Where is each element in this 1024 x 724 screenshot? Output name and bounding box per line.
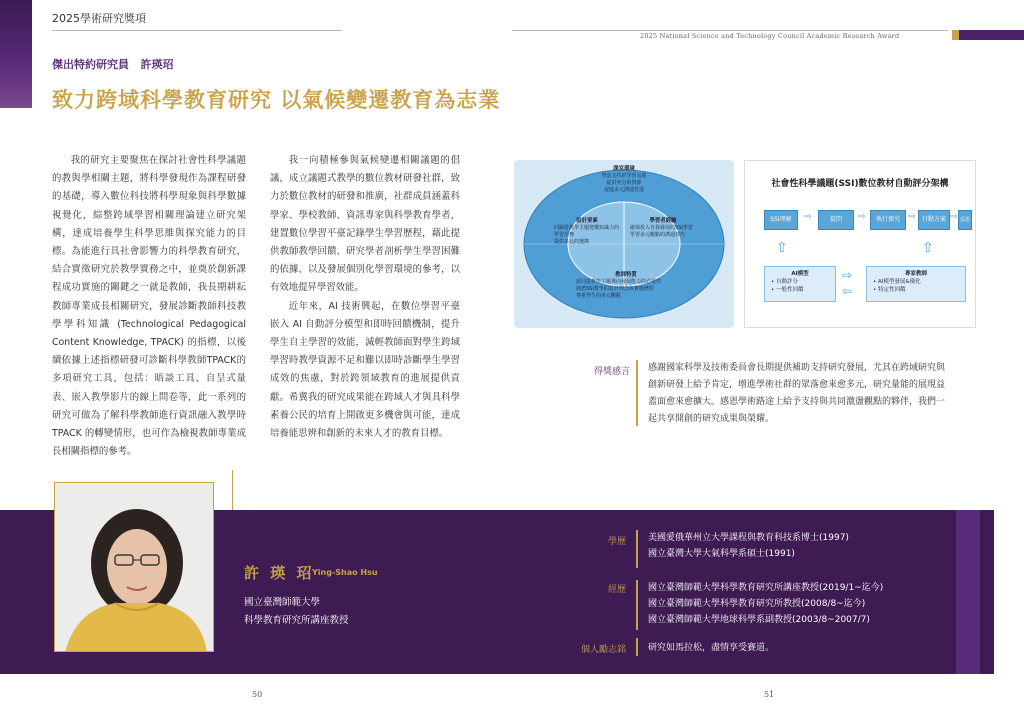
venn-item: 熟悉SSI教學的設計理念與實施歷程 xyxy=(576,286,654,292)
panel-item: • 特定性回饋 xyxy=(873,287,906,293)
framework-step: 反思 xyxy=(958,210,972,230)
framework-step: SSI理解 xyxy=(764,210,798,230)
gold-accent-line xyxy=(232,470,233,510)
education-label: 學歷 xyxy=(607,537,626,547)
venn-item: 尊重學生的多元觀點 xyxy=(576,293,622,299)
expert-teacher-panel xyxy=(866,266,966,302)
arrow-up-icon: ⇧ xyxy=(776,240,788,256)
experience-label: 經歷 xyxy=(607,585,626,595)
article-column-1 xyxy=(52,152,246,461)
motto-label: 個人勵志銘 xyxy=(580,645,626,655)
panel-item-text: 自動評分 xyxy=(776,279,799,285)
experience-item: 國立臺灣師範大學科學教育研究所講座教授(2019/1~迄今) xyxy=(648,583,884,593)
page-title: 致力跨域科學教育研究 以氣候變遷教育為志業 xyxy=(52,88,501,112)
cv-divider xyxy=(636,530,638,568)
framework-step: 執行探究 xyxy=(870,210,906,230)
ai-model-panel xyxy=(764,266,836,302)
venn-bottom xyxy=(576,272,676,300)
affiliation-line: 國立臺灣師範大學 xyxy=(244,597,321,608)
arrow-right-icon: ⇨ xyxy=(950,212,958,222)
corner-decoration-right xyxy=(952,30,1024,40)
award-en-header: 2025 National Science and Technology Council Academic Research Award xyxy=(640,32,900,40)
arrow-right-icon: ⇨ xyxy=(842,268,853,282)
portrait-illustration xyxy=(55,483,214,652)
framework-step: 行動方案 xyxy=(918,210,950,230)
panel-item: • 一般性回饋 xyxy=(771,287,804,293)
page-number-right: 51 xyxy=(764,690,775,699)
venn-item: 認同從教學主題導向發展能力的必要性 xyxy=(576,279,662,285)
cv-divider xyxy=(636,638,638,656)
header-rule-left xyxy=(52,30,342,31)
motto-text: 研究如馬拉松，盡情享受賽道。 xyxy=(648,643,775,653)
arrow-right-icon: ⇨ xyxy=(908,212,916,222)
venn-bottom-title: 教師特質 xyxy=(615,272,637,278)
article-paragraph: 近年來，AI 技術興起，在數位學習平臺嵌入 AI 自動評分模型和即時回饋機制，提升學生自主學習的效能，減輕教師面對學生跨域學習時教學資源不足和難以即時診斷學生學習成效的焦慮，對於跨領域教育的進展提供貢獻。希冀我的研究成果能在跨域人才與具科學素養公民的培育上開啟更多機會與可能，達成培養能思辨和創新的未來人才的教育目標。 xyxy=(270,300,460,440)
education-item: 國立臺灣大學大氣科學系碩士(1991) xyxy=(648,549,795,559)
panel-item-text: AI模型發展&優化 xyxy=(878,279,921,285)
venn-item: 學習多元觀點的溝通技巧 xyxy=(630,232,686,238)
award-year-header: 2025學術研究獎項 xyxy=(52,12,146,25)
cv-divider xyxy=(636,580,638,630)
header-rule xyxy=(512,30,948,31)
education-item: 美國愛俄華州立大學課程與教育科技系博士(1997) xyxy=(648,533,849,543)
corner-decoration xyxy=(0,0,32,108)
framework-step: 提問 xyxy=(818,210,854,230)
thanks-label: 得獎感言 xyxy=(594,367,631,377)
role-title: 傑出特約研究員 xyxy=(52,58,129,71)
thanks-text: 感謝國家科學及技術委員會長期提供補助支持研究發展，尤其在跨域研究與創新研發上給予肯定，增進學術社群的眾落愈來愈多元，研究量能的展現益蓋面愈來愈擴大。感恩學術路途上給予支持與共同激盪觀點的夥伴，我們一起共享開創的研究成果與榮耀。 xyxy=(648,363,946,424)
affiliation-line: 科學教育研究所講座教授 xyxy=(244,615,349,626)
venn-item: 確保投入自我發展的SSI學習 xyxy=(630,225,693,231)
panel-item-text: 一般性回饋 xyxy=(776,287,804,293)
arrow-right-icon: ⇨ xyxy=(804,212,812,222)
article-paragraph: 我的研究主要聚焦在探討社會性科學議題的教與學相關主題，將科學發現作為課程研發的基礎，導入數位科技將科學現象與科學數據視覺化，綜整跨域學習相關理論建立研究架構，達成培養學生科學思維與探究能力的目標。為能進行具社會影響力的科學教育研究，結合實徵研究於教學實務之中，並奠於創新課程成功實施的關鍵之一就是教師，我長期耕耘教師專業成長相關研究，發展診斷教師科技教學學科知識 (Technological Pedagogical Content Knowledge, TPACK) 的指標，以後續依據上述指標研發可診斷科學教師TPACK的多項研究工具，包括：晤談工具、自呈式量表、嵌入教學影片的線上問卷等，此一系列的研究可做為了解科學教師進行資訊融入教學時 TPACK 的轉變情形，也可作為檢視教師專業成長相關指標的參考。 xyxy=(52,155,246,458)
panel-item-text: 特定性回饋 xyxy=(878,287,906,293)
article-column-2 xyxy=(270,152,460,443)
experience-list xyxy=(648,580,883,628)
experience-item: 國立臺灣師範大學科學教育研究所教授(2008/8~迄今) xyxy=(648,599,866,609)
arrow-left-icon: ⇦ xyxy=(842,284,853,298)
venn-right-title: 學習者經驗 xyxy=(649,218,677,224)
venn-left xyxy=(554,218,620,246)
framework-title: 社會性科學議題(SSI)數位教材自動評分架構 xyxy=(771,179,949,189)
experience-item: 國立臺灣師範大學地球科學系副教授(2003/8~2007/7) xyxy=(648,615,870,625)
researcher-name: 許瑛玿 xyxy=(140,58,174,71)
education-list xyxy=(648,530,849,562)
profile-affiliation xyxy=(244,594,349,630)
page-number-left: 50 xyxy=(252,690,263,699)
venn-top-title: 課室環境 xyxy=(613,166,635,172)
ai-model-title: AI模型 xyxy=(791,271,809,277)
arrow-right-icon: ⇨ xyxy=(858,212,866,222)
arrow-up-icon: ⇧ xyxy=(922,240,934,256)
venn-top xyxy=(584,166,664,194)
venn-item: 提供充分的資源 xyxy=(606,180,642,186)
band-edge xyxy=(994,510,1024,674)
panel-item: • 自動評分 xyxy=(771,279,799,285)
expert-teacher-title: 專家教師 xyxy=(904,271,927,277)
thanks-divider xyxy=(636,360,638,426)
panel-item: • AI模型發展&優化 xyxy=(873,279,921,285)
venn-item: 提供多元的選擇 xyxy=(554,239,590,245)
role-line xyxy=(52,56,174,72)
profile-name-zh: 許 瑛 玿 xyxy=(244,564,315,582)
venn-left-title: 設計要素 xyxy=(576,218,598,224)
band-strip xyxy=(956,510,980,674)
researcher-photo xyxy=(54,482,214,652)
venn-right xyxy=(630,218,696,239)
venn-item: 營造支持的學習氛圍 xyxy=(601,173,647,179)
venn-item: 促進多元溝通管道 xyxy=(603,187,644,193)
profile-name-en: Ying-Shao Hsu xyxy=(312,568,378,577)
ssi-venn-diagram xyxy=(514,160,734,328)
venn-item: 回歸從教學主題建構知識力的學習任務 xyxy=(554,225,620,238)
article-paragraph: 我一向積極參與氣候變遷相關議題的倡議，成立議題式教學的數位教材研發社群，致力於數位教材的研發和推廣，社群成員涵蓋科學家、學校教師、資訊專家與科學教育學者，建置數位學習平臺記錄學生學習歷程，藉此提供教師教學回饋、研究學者剖析學生學習困難的依據、以及發展個別化學習環境的參考，以有效地提昇學習效能。 xyxy=(270,155,460,294)
